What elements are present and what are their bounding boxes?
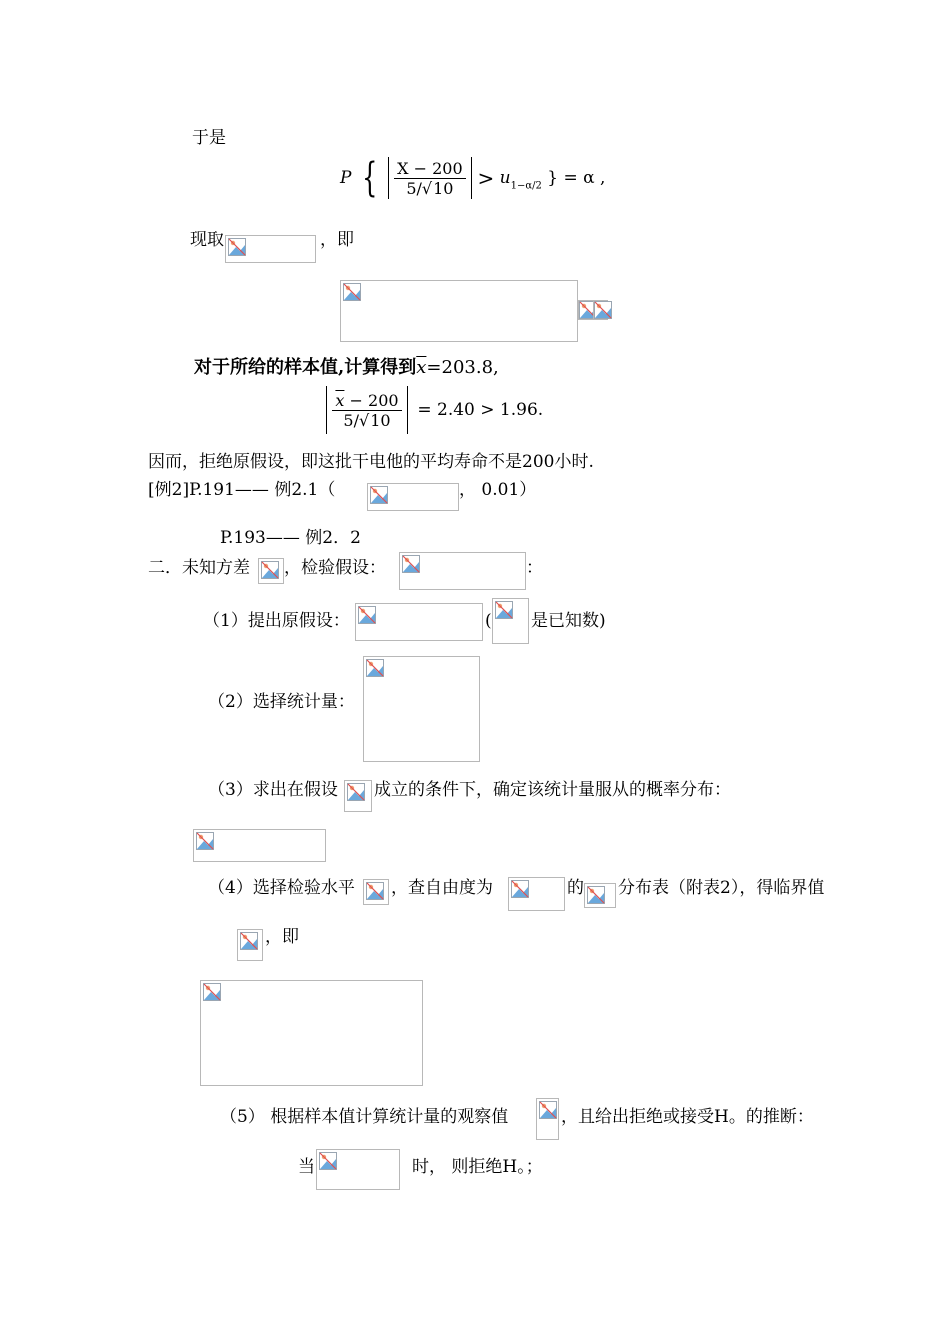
u-symbol: u <box>499 168 511 188</box>
image-placeholder-distribution <box>193 829 326 862</box>
text-step-4: （4）选择检验水平 <box>208 878 355 898</box>
text-example-2: [例2]P.191—— 例2.1（ <box>148 480 336 500</box>
text-step-3-b: 成立的条件下，确定该统计量服从的概率分布： <box>374 780 731 800</box>
image-placeholder-alpha-4 <box>363 879 389 905</box>
den-root: 10 <box>433 178 454 198</box>
image-placeholder-critical <box>340 280 578 342</box>
formula-end: } = α , <box>547 168 606 188</box>
text-step-4-b: ，查自由度为 <box>391 878 493 898</box>
image-placeholder-h0 <box>355 603 483 641</box>
den-prefix: 5/ <box>406 178 422 198</box>
broken-image-icon <box>370 486 388 504</box>
abs-right-2 <box>407 386 408 434</box>
text-step-4-d: 分布表（附表2），得临界值 <box>618 878 825 898</box>
den-root-2: 10 <box>370 410 391 430</box>
image-placeholder-small-2 <box>593 300 608 320</box>
broken-image-icon <box>343 283 361 301</box>
image-placeholder-critical-4 <box>237 929 263 961</box>
text-step-2: （2）选择统计量： <box>208 692 355 712</box>
broken-image-icon <box>261 561 279 579</box>
broken-image-icon <box>539 1101 557 1119</box>
formula-fraction <box>394 159 466 198</box>
xbar-2: $\overline{x}$ <box>335 390 345 410</box>
image-placeholder-hypothesis <box>399 552 526 590</box>
text-step-1-known: 是已知数) <box>531 611 606 631</box>
image-placeholder-h0-3 <box>344 780 372 812</box>
broken-image-icon <box>511 880 529 898</box>
u-subscript: 1−α/2 <box>510 180 542 192</box>
sample-sentence-text: 对于所给的样本值,计算得到 <box>194 357 417 378</box>
image-placeholder-t <box>584 883 616 908</box>
formula-rhs: = 2.40 > 1.96. <box>417 400 544 420</box>
text-section-2-c: ： <box>526 558 543 578</box>
text-step-5: （5） 根据样本值计算统计量的观察值 <box>220 1107 509 1127</box>
den-prefix-2: 5/ <box>343 410 359 430</box>
image-placeholder-sigma <box>258 558 284 584</box>
fraction-denominator: 5/√10 <box>406 178 454 198</box>
formula-probability <box>340 157 605 207</box>
text-conclusion: 因而，拒绝原假设，即这批干电他的平均寿命不是200小时. <box>148 452 594 472</box>
broken-image-icon <box>240 932 258 950</box>
gt-sign: > <box>477 166 495 190</box>
abs-right <box>471 157 472 199</box>
image-placeholder-df <box>508 877 565 911</box>
broken-image-icon <box>366 882 384 900</box>
text-step-4-c: 的 <box>567 878 584 898</box>
image-placeholder-alpha <box>225 235 316 263</box>
text-example-2-2: P.193—— 例2．2 <box>220 528 361 548</box>
text-when: 当 <box>298 1157 315 1177</box>
fraction-numerator: X − 200 <box>394 159 466 179</box>
sample-value: =203.8, <box>426 357 499 378</box>
text-ji-1: ，即 <box>320 230 354 250</box>
xbar-symbol: $\overline{x}$ <box>416 357 427 378</box>
image-placeholder-critical-region <box>200 980 423 1086</box>
broken-image-icon <box>319 1152 337 1170</box>
text-yushi: 于是 <box>192 128 226 148</box>
text-step-5-b: ，且给出拒绝或接受H。的推断： <box>561 1107 814 1127</box>
text-ji-2: ，即 <box>265 927 299 947</box>
broken-image-icon <box>196 832 214 850</box>
left-brace: { <box>361 155 378 201</box>
broken-image-icon <box>402 555 420 573</box>
text-example-2-end: ， 0.01） <box>459 480 537 500</box>
broken-image-icon <box>228 238 246 256</box>
text-step-1-paren: ( <box>485 611 492 631</box>
broken-image-icon <box>347 783 365 801</box>
image-placeholder-condition <box>316 1149 400 1190</box>
text-section-2-b: ，检验假设： <box>284 558 386 578</box>
fraction-numerator-2: $\overline{x} - 200$ <box>332 391 401 411</box>
text-reject: 时， 则拒绝H。； <box>412 1157 543 1177</box>
broken-image-icon <box>594 301 608 315</box>
broken-image-icon <box>366 659 384 677</box>
text-xianqu: 现取 <box>190 230 224 250</box>
formula-fraction-2 <box>332 391 401 430</box>
text-sample-sentence <box>194 358 499 378</box>
abs-left <box>388 157 389 199</box>
formula-p: P <box>340 168 352 188</box>
broken-image-icon <box>579 301 593 315</box>
text-step-1: （1）提出原假设： <box>203 611 350 631</box>
broken-image-icon <box>358 606 376 624</box>
image-placeholder-statistic <box>363 656 480 762</box>
abs-left-2 <box>326 386 327 434</box>
broken-image-icon <box>203 983 221 1001</box>
text-step-3: （3）求出在假设 <box>208 780 338 800</box>
text-section-2: 二．未知方差 <box>148 558 250 578</box>
broken-image-icon <box>587 886 605 904</box>
broken-image-icon <box>495 601 513 619</box>
image-placeholder-ex2 <box>367 483 459 511</box>
formula-observed <box>326 386 543 438</box>
fraction-denominator-2: 5/√10 <box>343 410 391 430</box>
image-placeholder-observed <box>536 1098 559 1140</box>
image-placeholder-mu0 <box>492 598 529 644</box>
image-placeholder-small-1 <box>578 300 593 320</box>
